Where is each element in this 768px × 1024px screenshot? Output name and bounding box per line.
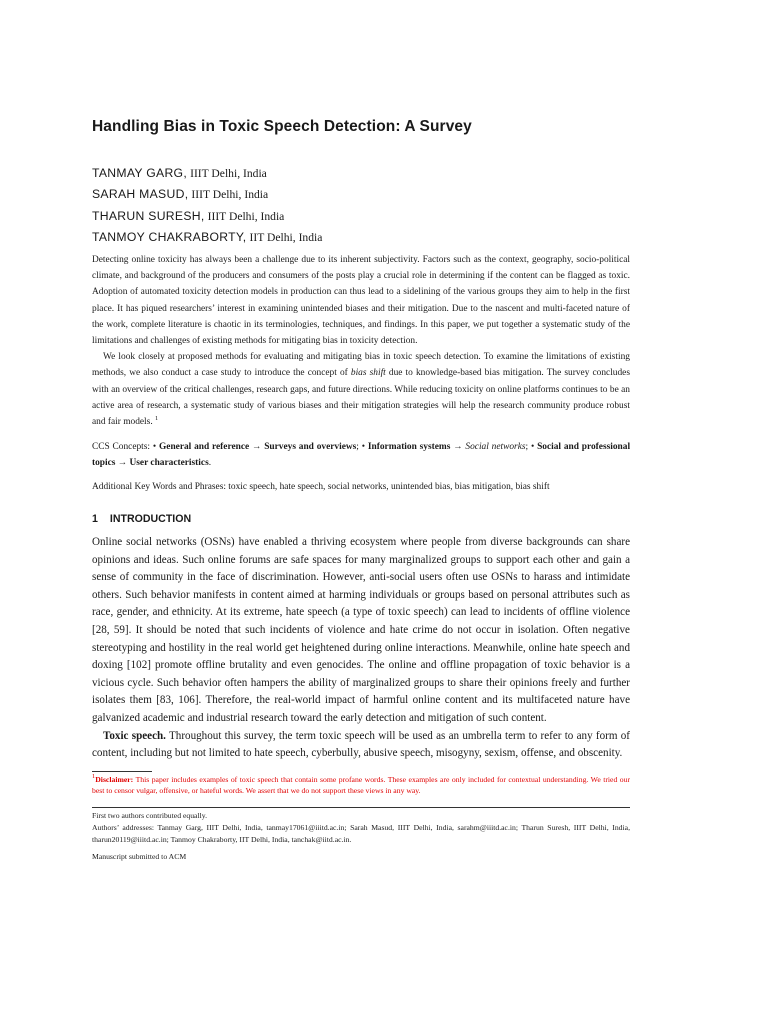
author-entry: [92, 163, 630, 184]
section-title: INTRODUCTION: [109, 513, 192, 525]
author-list: [92, 163, 630, 248]
ccs-separator: ;: [525, 442, 531, 452]
keywords: Additional Key Words and Phrases: toxic speech, hate speech, social networks, unintended bias, bias mitigation, bias shift: [92, 482, 550, 492]
section-number: 1: [92, 513, 98, 525]
ccs-arrow: →: [251, 442, 262, 452]
author-notes: [92, 810, 630, 863]
paper-title: Handling Bias in Toxic Speech Detection: A Survey: [92, 118, 472, 135]
ccs-concept: Social and professional topics: [92, 442, 631, 469]
author-affiliation: IIIT Delhi, India: [191, 188, 269, 202]
abstract-paragraph: Detecting online toxicity has always been a challenge due to its inherent subjectivity. Factors such as the context, geography, socio-political climate, and background of the producers and consumers of the posts play a crucial role in determining if the content can be flagged as toxic. Adoption of automated toxicity detection models in production can thus lead to a sidelining of the various groups they aim to help in the first place. It has piqued researchers’ interest in examining unintended biases and their mitigation. Due to the nascent and multi-faceted nature of the work, complete literature is chaotic in its terminologies, techniques, and findings. In this paper, we put together a systematic study of the limitations and challenges of existing methods for mitigating bias in toxicity detection.: [92, 255, 630, 347]
paragraph-heading: Toxic speech.: [103, 729, 166, 742]
submission-note: Manuscript submitted to ACM: [92, 852, 187, 862]
abstract-emphasis: bias shift: [350, 368, 386, 379]
author-entry: [92, 206, 630, 227]
author-name: SARAH MASUD,: [92, 187, 189, 202]
author-affiliation: IIIT Delhi, India: [207, 209, 285, 223]
author-affiliation: IIT Delhi, India: [249, 230, 323, 244]
ccs-label: CCS Concepts:: [92, 442, 153, 452]
ccs-arrow: →: [117, 458, 128, 469]
author-entry: [92, 227, 630, 248]
ccs-separator: ;: [356, 442, 362, 452]
author-name: TANMAY GARG,: [92, 166, 188, 180]
divider: [92, 807, 630, 808]
introduction-body: [92, 534, 630, 763]
author-name: TANMOY CHAKRABORTY,: [92, 229, 247, 244]
ccs-end: .: [208, 458, 212, 469]
ccs-arrow: →: [453, 442, 463, 452]
ccs-concept: Information systems: [367, 442, 451, 452]
abstract-text: due to knowledge-based bias mitigation. The survey concludes with an overview of the critical challenges, research gaps, and future directions. While reducing toxicity on online platforms continues to be an active area of research, a systematic study of various biases and their mitigation strategies will help the research community produce robust and fair models.: [92, 368, 630, 428]
intro-paragraph: [92, 728, 630, 763]
footnote-label: Disclaimer:: [95, 775, 134, 784]
ccs-concept: User characteristics: [129, 458, 209, 469]
author-name: THARUN SURESH,: [92, 208, 205, 223]
footnote-number: 1: [92, 773, 96, 780]
footnote-rule: [92, 771, 152, 772]
footnote-marker: 1: [155, 415, 159, 423]
abstract-paragraph: [92, 349, 630, 430]
ccs-concept: Surveys and overviews: [264, 442, 357, 452]
abstract: [92, 252, 630, 430]
footnote-text: This paper includes examples of toxic speech that contain some profane words. These examples are only included for contextual understanding. We tried our best to censor vulgar, offensive, or hateful words. We assert that we do not support these views in any way.: [92, 775, 630, 796]
footnote-disclaimer: [92, 774, 630, 796]
author-affiliation: IIIT Delhi, India: [190, 167, 267, 180]
ccs-concepts: [92, 439, 630, 471]
ccs-bullet: •: [361, 442, 366, 452]
author-entry: [92, 184, 630, 205]
intro-text: Throughout this survey, the term toxic speech will be used as an umbrella term to refer to any form of content, including but not limited to hate speech, cyberbully, abusive speech, misogyny, sexism, offense, and obscenity.: [92, 729, 630, 760]
ccs-concept: Social networks: [465, 442, 526, 452]
ccs-concept: General and reference: [158, 442, 250, 452]
author-addresses: Authors’ addresses: Tanmay Garg, IIIT Delhi, India, tanmay17061@iiitd.ac.in; Sarah Masud, IIIT Delhi, India, sarahm@iiitd.ac.in; Tharun Suresh, IIIT Delhi, India, tharun20119@iiitd.ac.in; Tanmoy Chakraborty, IIT Delhi, India, tanchak@iitd.ac.in.: [92, 823, 630, 845]
section-heading: [92, 513, 630, 525]
contribution-note: First two authors contributed equally.: [92, 811, 208, 820]
ccs-bullet: •: [530, 442, 535, 452]
intro-paragraph: Online social networks (OSNs) have enabled a thriving ecosystem where people from diverse backgrounds can share opinions and ideas. Such online forums are safe spaces for many marginalized groups to support each other and gain a sense of community in the face of discrimination. However, anti-social users often use OSNs to harass and intimidate others. Such behavior manifests in content aimed at harming individuals or groups based on personal attributes such as race, gender, and ethnicity. At its extreme, hate speech (a type of toxic speech) can lead to incidents of offline violence [28, 59]. It should be noted that such incidents of violence and hate crime do not occur in isolation. Often negative stereotyping and hostility in the real world get heightened during online interactions. Meanwhile, online hate speech and doxing [102] promote offline brutality and even genocides. The online and offline propagation of toxic behavior is a vicious cycle. Such behavior often hampers the ability of marginalized groups to share their opinions freely and further isolates them [83, 106]. Therefore, the real-world impact of harmful online content and its multifaceted nature have galvanized academic and industrial research toward the early detection and mitigation of such content.: [92, 536, 630, 724]
abstract-text: We look closely at proposed methods for evaluating and mitigating bias in toxic speech detection. To examine the limitations of existing methods, we also conduct a case study to introduce the concept of: [92, 352, 630, 379]
ccs-bullet: •: [152, 442, 157, 452]
